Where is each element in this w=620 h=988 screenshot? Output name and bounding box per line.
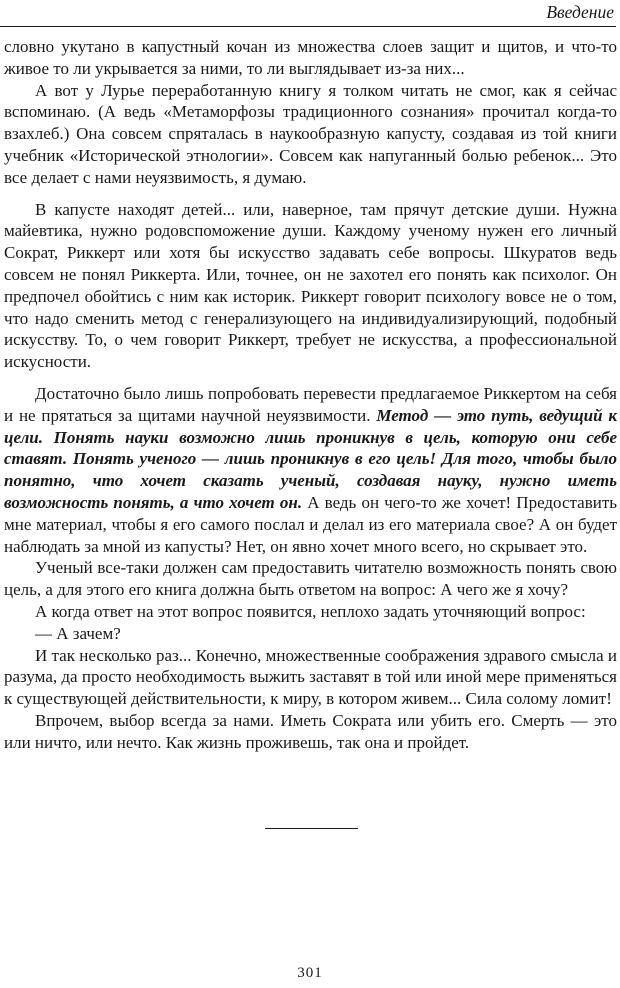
page-number: 301 (297, 965, 323, 981)
paragraph-3: В капусте находят детей... или, наверное, там прячут детские души. Нужна майевтика, нужно родовспоможение души. Каждому ученому нужен его личный Сократ, Риккерт или хотя бы искусство задавать себе вопросы. Шкуратов ведь совсем не понял Риккерта. Или, точнее, он не захотел его понять как психолог. Он предпочел обойтись с ним как историк. Риккерт говорит психологу вовсе не о том, что надо сменить метод с генерализующего на индивидуализирующий, подобный искусству. То, о чем говорит Риккерт, требует не искусства, а профессиональной искусности. (4, 199, 617, 372)
paragraph-4-start: Достаточно было лишь попробовать перевести предлагаемое Риккертом на себя и не прятаться за щитами научной неуязвимости. (4, 383, 617, 425)
paragraph-2: А вот у Лурье переработанную книгу я толком читать не смог, как я сейчас вспоминаю. (А ведь «Метаморфозы традиционного сознания» прочитал когда-то взахлеб.) Она совсем спряталась в наукообразную капусту, создавая из той книги учебник «Исторической этнологии». Совсем как напуганный болью ребенок... Это все делает с нами неуязвимость, я думаю. (4, 80, 617, 187)
paragraph-4-emphasis: Метод — это путь, ведущий к цели. Понять науки возможно лишь проникнув в цель, которую они себе ставят. Понять ученого — лишь проникнув в его цель! Для того, чтобы было понятно, что хочет сказать ученый, создавая науку, нужно иметь возможность понять, а что хочет он. (4, 405, 618, 512)
paragraph-7: — А зачем? (35, 623, 121, 643)
paragraph-4 (4, 383, 617, 557)
paragraph-9: Впрочем, выбор всегда за нами. Иметь Сократа или убить его. Смерть — это или ничто, или нечто. Как жизнь проживешь, так она и пройдет. (4, 710, 617, 752)
paragraph-1: словно укутано в капустный кочан из множества слоев защит и щитов, и что-то живое то ли укрывается за ними, то ли выглядывает из-за них... (4, 37, 617, 78)
paragraph-5: Ученый все-таки должен сам предоставить читателю возможность понять свою цель, а для этого его книга должна быть ответом на вопрос: А чего же я хочу? (4, 558, 617, 600)
paragraph-6: А когда ответ на этот вопрос появится, неплохо задать уточняющий вопрос: (35, 601, 586, 621)
section-end-rule (265, 828, 358, 829)
header-rule (0, 26, 616, 27)
paragraph-8: И так несколько раз... Конечно, множественные соображения здравого смысла и разума, да просто необходимость выжить заставят в той или иной мере применяться к существующей действительности, к миру, в котором живем... Сила солому ломит! (4, 645, 617, 709)
page-body (4, 36, 617, 754)
header-title: Введение (546, 2, 614, 22)
paragraph-4-end: А ведь он чего-то же хочет! Предоставить мне материал, чтобы я его самого послал и делал из его материала свое? А он будет наблюдать за мной из капусты? Нет, он явно хочет много всего, но скрывает это. (4, 492, 618, 556)
running-header (0, 0, 620, 30)
